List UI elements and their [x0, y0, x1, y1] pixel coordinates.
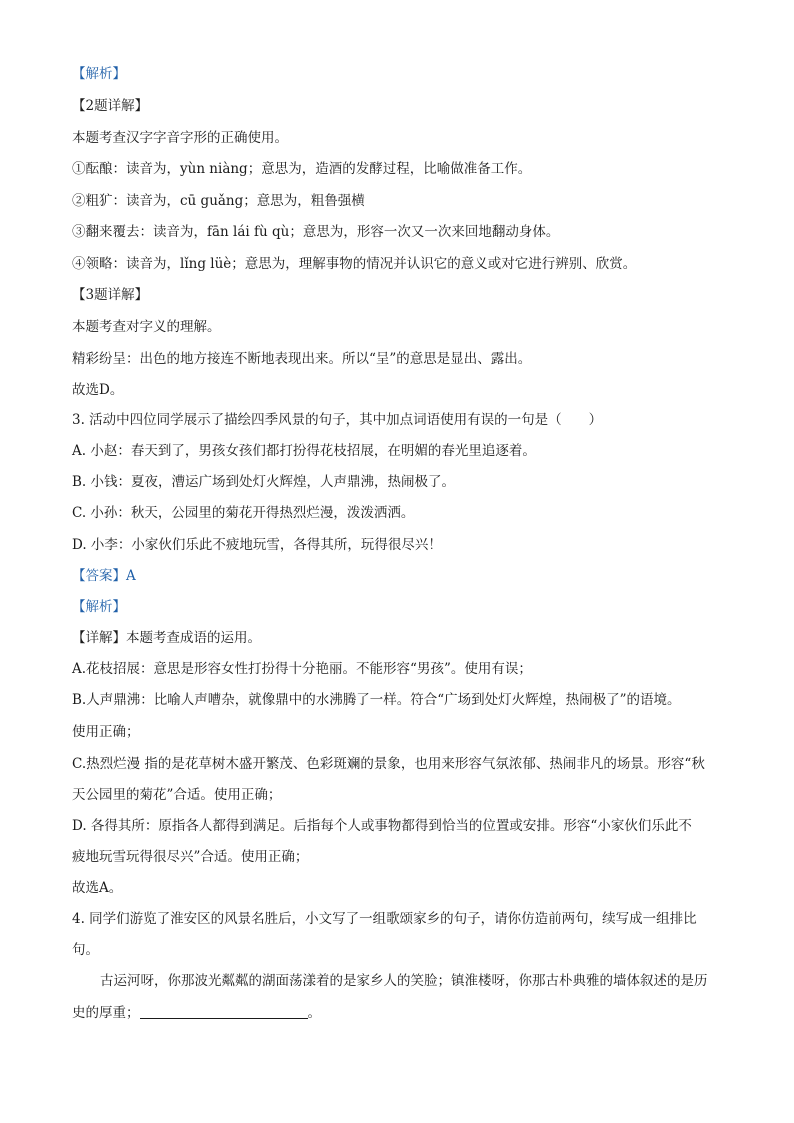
explain-a: A.花枝招展：意思是形容女性打扮得十分艳丽。不能形容“男孩”。使用有误； [72, 661, 532, 677]
question-4-stem: 4. 同学们游览了淮安区的风景名胜后，小文写了一组歌颂家乡的句子，请你仿造前两句，续写成一组排比 [72, 911, 697, 927]
question-4-passage: 古运河呀，你那波光粼粼的湖面荡漾着的是家乡人的笑脸；镇淮楼呀，你那古朴典雅的墙体叙述的是历 [100, 973, 708, 989]
option-b: B. 小钱：夏夜，漕运广场到处灯火辉煌，人声鼎沸，热闹极了。 [72, 474, 456, 490]
q2-detail-heading: 【2题详解】 [72, 98, 149, 114]
answer-label: 【答案】A [72, 568, 136, 584]
q2-item-3: ③翻来覆去：读音为，fān lái fù qù；意思为，形容一次又一次来回地翻动身体。 [72, 224, 560, 240]
explain-b: B.人声鼎沸：比喻人声嘈杂，就像鼎中的水沸腾了一样。符合“广场到处灯火辉煌，热闹极了”的语境。 [72, 692, 681, 708]
q2-intro: 本题考查汉字字音字形的正确使用。 [72, 130, 288, 146]
passage-end-punct: 。 [307, 1005, 321, 1021]
q3-conclusion: 故选D。 [72, 382, 124, 398]
passage-tail-text: 史的厚重； [72, 1005, 140, 1021]
explain-c: C.热烈烂漫 指的是花草树木盛开繁茂、色彩斑斓的景象，也用来形容气氛浓郁、热闹非凡的场景。形容“秋 [72, 756, 705, 772]
question-3-stem: 3. 活动中四位同学展示了描绘四季风景的句子，其中加点词语使用有误的一句是（ ） [72, 412, 603, 428]
q3-intro: 本题考查对字义的理解。 [72, 319, 221, 335]
explain-d-cont: 疲地玩雪玩得很尽兴”合适。使用正确； [72, 849, 309, 865]
q2-item-4: ④领略：读音为，lǐng lüè；意思为，理解事物的情况并认识它的意义或对它进行辨别、欣赏。 [72, 256, 637, 272]
question-4-stem-cont: 句。 [72, 942, 99, 958]
analysis-label: 【解析】 [72, 66, 126, 82]
q3-explanation: 精彩纷呈：出色的地方接连不断地表现出来。所以“呈”的意思是显出、露出。 [72, 351, 532, 367]
analysis-label-2: 【解析】 [72, 599, 126, 615]
option-c: C. 小孙：秋天，公园里的菊花开得热烈烂漫，泼泼洒洒。 [72, 505, 415, 521]
q3-detail-heading: 【3题详解】 [72, 287, 149, 303]
answer-blank[interactable] [140, 1004, 308, 1019]
option-a: A. 小赵：春天到了，男孩女孩们都打扮得花枝招展，在明媚的春光里追逐着。 [72, 443, 536, 459]
q2-item-2: ②粗犷：读音为，cū guǎng；意思为，粗鲁强横 [72, 193, 365, 209]
explain-d: D. 各得其所：原指各人都得到满足。后指每个人或事物都得到恰当的位置或安排。形容“小家伙们乐此不 [72, 818, 692, 834]
explain-b-cont: 使用正确； [72, 724, 140, 740]
explain-c-cont: 天公园里的菊花”合适。使用正确； [72, 787, 282, 803]
question-4-passage-cont [72, 1003, 732, 1023]
option-d: D. 小李：小家伙们乐此不疲地玩雪，各得其所，玩得很尽兴！ [72, 537, 442, 553]
q2-item-1: ①酝酿：读音为，yùn niàng；意思为，造酒的发酵过程，比喻做准备工作。 [72, 161, 532, 177]
q3-final-answer: 故选A。 [72, 880, 123, 896]
detail-heading: 【详解】本题考查成语的运用。 [72, 630, 261, 646]
